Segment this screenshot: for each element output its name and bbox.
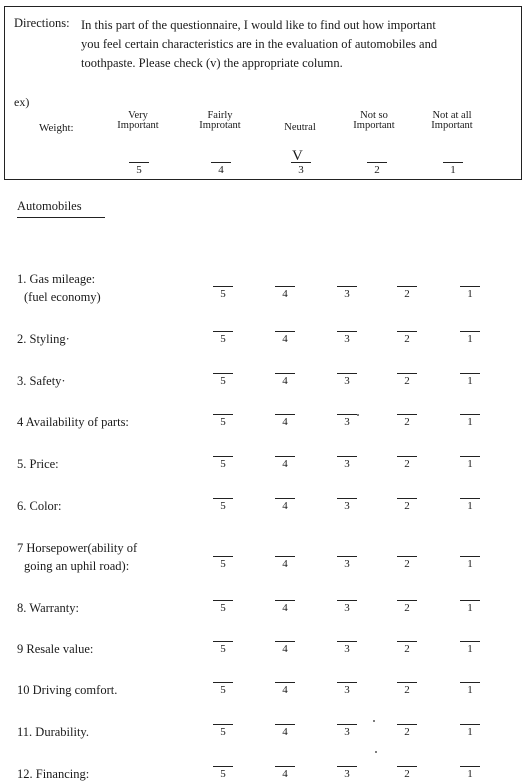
rating-option-1[interactable]: 1 (460, 373, 480, 387)
rating-option-4[interactable]: 4 (275, 766, 295, 780)
rating-option-4[interactable]: 4 (275, 373, 295, 387)
question-label-line1: 8. Warranty: (17, 601, 79, 615)
question-label-line1: 9 Resale value: (17, 642, 94, 656)
rating-option-3[interactable]: 3 (337, 600, 357, 614)
col-very-important-line1: Very (128, 110, 148, 121)
rating-option-3[interactable]: 3 (337, 286, 357, 300)
rating-option-3[interactable]: 3 (337, 498, 357, 512)
question-label (17, 413, 207, 431)
col-not-at-all-important-line2: Important (431, 120, 473, 131)
rating-option-2[interactable]: 2 (397, 456, 417, 470)
rating-option-5[interactable]: 5 (213, 600, 233, 614)
rating-option-5[interactable]: 5 (213, 641, 233, 655)
directions-line-1: In this part of the questionnaire, I would like to find out how important (81, 18, 436, 32)
rating-option-3[interactable]: 3 (337, 682, 357, 696)
rating-option-5[interactable]: 5 (213, 331, 233, 345)
rating-option-1[interactable]: 1 (460, 286, 480, 300)
rating-option-4[interactable]: 4 (275, 331, 295, 345)
question-label (17, 723, 207, 741)
rating-option-3[interactable]: 3 (337, 456, 357, 470)
rating-option-1[interactable]: 1 (460, 456, 480, 470)
rating-option-2[interactable]: 2 (397, 556, 417, 570)
rating-option-1[interactable]: 1 (460, 682, 480, 696)
question-label-line1: 2. Styling· (17, 332, 70, 346)
rating-option-3[interactable]: 3 (337, 556, 357, 570)
question-label (17, 765, 207, 783)
question-label (17, 640, 207, 658)
scan-speck (357, 414, 359, 416)
question-label-line1: 3. Safety· (17, 374, 66, 388)
weight-label: Weight: (39, 122, 74, 134)
col-fairly-important-line2: Improtant (199, 120, 241, 131)
scan-speck (375, 751, 377, 753)
rating-option-2[interactable]: 2 (397, 286, 417, 300)
rating-option-1[interactable]: 1 (460, 331, 480, 345)
rating-option-2[interactable]: 2 (397, 331, 417, 345)
question-label-line1: 10 Driving comfort. (17, 683, 118, 697)
section-title-automobiles: Automobiles (17, 199, 105, 218)
col-very-important-line2: Important (117, 120, 159, 131)
question-label (17, 455, 207, 473)
directions-line-2: you feel certain characteristics are in the evaluation of automobiles and (81, 37, 438, 51)
rating-option-2[interactable]: 2 (397, 682, 417, 696)
question-label-line1: 11. Durability. (17, 725, 89, 739)
col-not-at-all-important-line1: Not at all (432, 110, 472, 121)
rating-option-2[interactable]: 2 (397, 724, 417, 738)
rating-option-3[interactable]: 3 (337, 724, 357, 738)
rating-option-2[interactable]: 2 (397, 414, 417, 428)
example-scale-3: 3 (291, 162, 311, 176)
rating-option-4[interactable]: 4 (275, 556, 295, 570)
rating-option-1[interactable]: 1 (460, 641, 480, 655)
col-neutral-line1: Neutral (284, 122, 316, 133)
question-label (17, 539, 207, 575)
question-label-line1: 12. Financing: (17, 767, 90, 781)
question-label (17, 372, 207, 390)
col-fairly-important-line1: Fairly (207, 110, 233, 121)
rating-option-1[interactable]: 1 (460, 414, 480, 428)
rating-option-3[interactable]: 3 (337, 641, 357, 655)
rating-option-5[interactable]: 5 (213, 456, 233, 470)
question-label-line1: 1. Gas mileage: (17, 272, 96, 286)
question-label-line2: going an uphil road): (24, 559, 130, 573)
question-label-line1: 4 Availability of parts: (17, 415, 129, 429)
rating-option-4[interactable]: 4 (275, 286, 295, 300)
directions-text (81, 16, 517, 73)
rating-option-5[interactable]: 5 (213, 682, 233, 696)
rating-option-1[interactable]: 1 (460, 600, 480, 614)
rating-option-2[interactable]: 2 (397, 641, 417, 655)
rating-option-4[interactable]: 4 (275, 641, 295, 655)
rating-option-5[interactable]: 5 (213, 766, 233, 780)
rating-option-5[interactable]: 5 (213, 286, 233, 300)
example-scale-5: 5 (129, 162, 149, 176)
question-label-line1: 7 Horsepower(ability of (17, 541, 138, 555)
directions-box (4, 6, 522, 180)
question-label-line1: 5. Price: (17, 457, 59, 471)
rating-option-5[interactable]: 5 (213, 498, 233, 512)
rating-option-4[interactable]: 4 (275, 682, 295, 696)
rating-option-3[interactable]: 3 (337, 373, 357, 387)
rating-option-1[interactable]: 1 (460, 498, 480, 512)
rating-option-3[interactable]: 3 (337, 766, 357, 780)
rating-option-3[interactable]: 3 (337, 331, 357, 345)
rating-option-2[interactable]: 2 (397, 373, 417, 387)
rating-option-1[interactable]: 1 (460, 556, 480, 570)
col-not-at-all-important (407, 111, 497, 131)
scan-speck (373, 720, 375, 722)
rating-option-1[interactable]: 1 (460, 724, 480, 738)
example-scale-1: 1 (443, 162, 463, 176)
question-label (17, 330, 207, 348)
directions-label: Directions: (14, 16, 70, 30)
directions-line-3: toothpaste. Please check (v) the appropriate column. (81, 56, 343, 70)
example-scale-2: 2 (367, 162, 387, 176)
question-label-line1: 6. Color: (17, 499, 62, 513)
example-check-mark: V (292, 148, 303, 164)
rating-option-2[interactable]: 2 (397, 498, 417, 512)
rating-option-5[interactable]: 5 (213, 724, 233, 738)
col-very-important (93, 111, 183, 131)
col-fairly-important (175, 111, 265, 131)
rating-option-4[interactable]: 4 (275, 724, 295, 738)
rating-option-5[interactable]: 5 (213, 556, 233, 570)
question-label-line2: (fuel economy) (24, 290, 101, 304)
col-not-so-important-line2: Important (353, 120, 395, 131)
col-not-so-important (329, 111, 419, 131)
rating-option-4[interactable]: 4 (275, 456, 295, 470)
example-label: ex) (14, 95, 30, 109)
example-scale-4: 4 (211, 162, 231, 176)
rating-option-5[interactable]: 5 (213, 373, 233, 387)
question-label (17, 599, 207, 617)
rating-option-4[interactable]: 4 (275, 414, 295, 428)
rating-option-2[interactable]: 2 (397, 600, 417, 614)
question-label (17, 270, 207, 306)
col-not-so-important-line1: Not so (360, 110, 388, 121)
rating-option-4[interactable]: 4 (275, 498, 295, 512)
rating-option-5[interactable]: 5 (213, 414, 233, 428)
rating-option-4[interactable]: 4 (275, 600, 295, 614)
rating-option-1[interactable]: 1 (460, 766, 480, 780)
rating-option-2[interactable]: 2 (397, 766, 417, 780)
question-label (17, 497, 207, 515)
question-label (17, 681, 207, 699)
rating-option-3[interactable]: 3 (337, 414, 357, 428)
